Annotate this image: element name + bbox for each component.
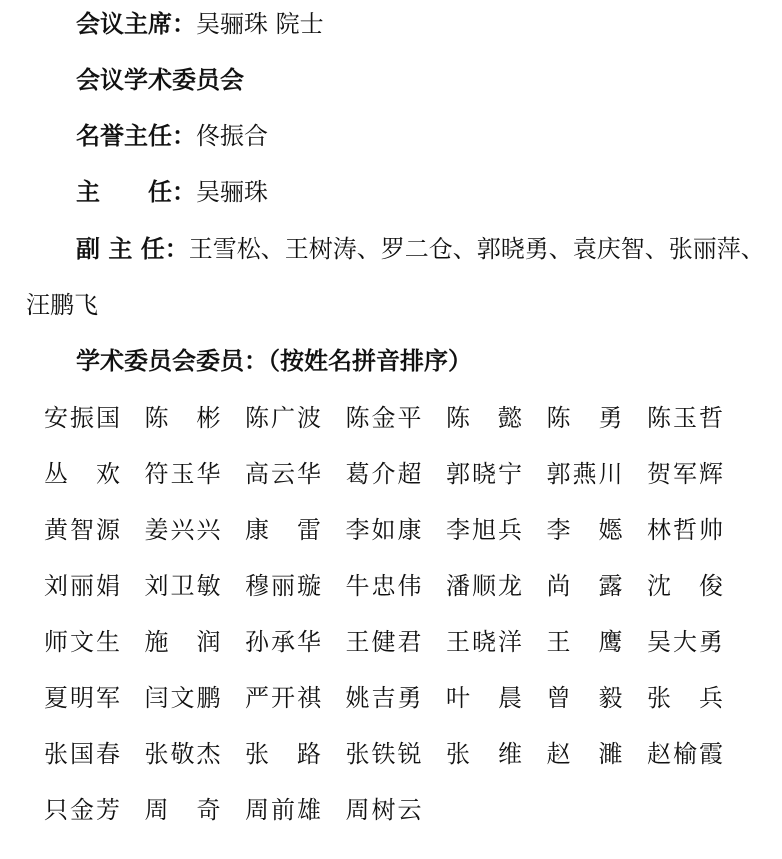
member-name: 姚 吉 勇 [345,684,422,712]
member-name: 贺 军 辉 [647,460,723,488]
member-name: 陈 金 平 [345,404,422,432]
vice-directors-label: 副 主 任： [76,235,189,263]
member-name: 尚 露 [546,572,623,600]
member-name: 孙 承 华 [245,628,321,656]
member-name: 穆 丽 璇 [245,572,321,600]
chair-label: 会议主席： [76,10,196,38]
member-name: 陈 彬 [144,404,221,432]
members-grid [44,402,756,850]
member-name: 闫 文 鹏 [144,684,221,712]
member-name: 张 维 [446,740,522,768]
members-title: 学术委员会委员：（按姓名拼音排序） [76,347,472,375]
member-name: 张 铁 锐 [345,740,422,768]
member-name: 张 路 [245,740,321,768]
director-label: 主 任： [76,178,196,206]
member-name: 姜 兴 兴 [144,516,221,544]
member-name: 李 嫕 [546,516,623,544]
director-value: 吴骊珠 [196,178,268,206]
member-name: 林 哲 帅 [647,516,723,544]
member-name: 吴 大 勇 [647,628,723,656]
member-name: 黄 智 源 [44,516,120,544]
member-name: 郭 燕 川 [546,460,623,488]
member-name: 刘 卫 敏 [144,572,221,600]
chair-line [76,8,324,40]
member-name: 李 如 康 [345,516,422,544]
member-name: 潘 顺 龙 [446,572,522,600]
honorary-director-line [76,120,268,152]
member-name: 丛 欢 [44,460,120,488]
vice-directors-line [76,233,765,265]
member-name: 施 润 [144,628,221,656]
honorary-director-value: 佟振合 [196,122,268,150]
member-name: 严 开 祺 [245,684,321,712]
honorary-director-label: 名誉主任： [76,122,196,150]
member-name: 周 奇 [144,796,221,824]
member-name: 曾 毅 [546,684,623,712]
member-name: 王 鹰 [546,628,623,656]
member-name: 葛 介 超 [345,460,422,488]
member-name: 陈 勇 [546,404,623,432]
member-name: 陈 懿 [446,404,522,432]
member-name: 只 金 芳 [44,796,120,824]
member-name: 周 前 雄 [245,796,321,824]
member-name: 牛 忠 伟 [345,572,422,600]
member-name: 郭 晓 宁 [446,460,522,488]
member-name: 王 晓 洋 [446,628,522,656]
vice-directors-value: 王雪松、王树涛、罗二仓、郭晓勇、袁庆智、张丽萍、 [188,235,765,263]
member-name: 陈 玉 哲 [647,404,723,432]
member-name: 叶 晨 [446,684,522,712]
member-name: 赵 榆 霞 [647,740,723,768]
chair-value: 吴骊珠 院士 [196,10,324,38]
member-name: 王 健 君 [345,628,422,656]
member-name: 康 雷 [245,516,321,544]
member-name: 师 文 生 [44,628,120,656]
member-name: 周 树 云 [345,796,422,824]
member-name: 李 旭 兵 [446,516,522,544]
member-name: 张 敬 杰 [144,740,221,768]
vice-directors-continuation: 汪鹏飞 [26,291,98,319]
member-name: 陈 广 波 [245,404,321,432]
member-name: 张 兵 [647,684,723,712]
member-name: 安 振 国 [44,404,120,432]
member-name: 夏 明 军 [44,684,120,712]
member-name: 沈 俊 [647,572,723,600]
director-line [76,176,268,208]
member-name: 张 国 春 [44,740,120,768]
member-name: 高 云 华 [245,460,321,488]
committee-title: 会议学术委员会 [76,66,244,94]
member-name: 符 玉 华 [144,460,221,488]
member-name: 刘 丽 娟 [44,572,120,600]
member-name: 赵 濉 [546,740,623,768]
